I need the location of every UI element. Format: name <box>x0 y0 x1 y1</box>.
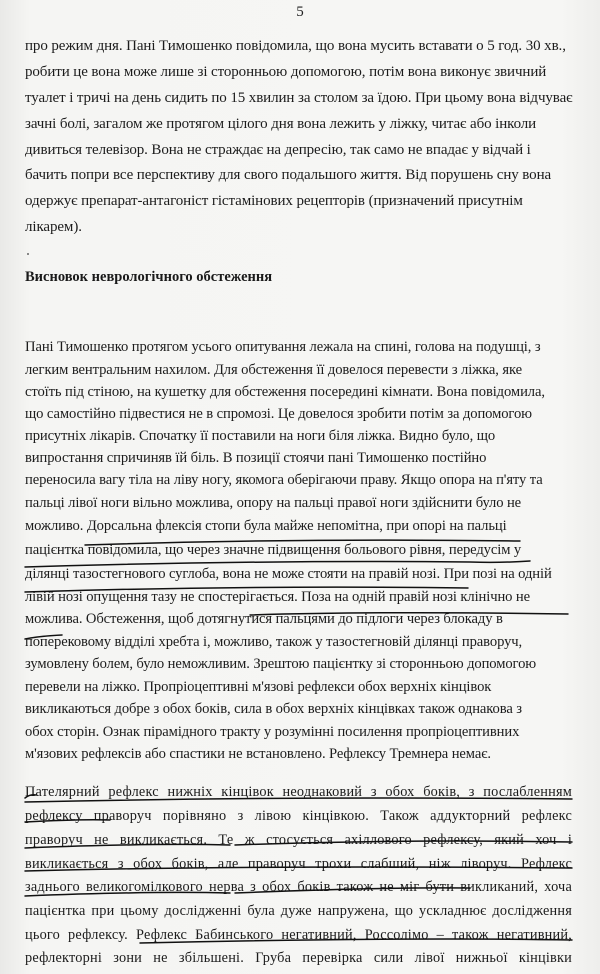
text-line: праворуч не викликається. Те ж стосується ахіллового рефлексу, який хоч і <box>25 832 572 848</box>
text-line: бачить попри все перспективу для свого подальшого життя. Від порушень сну вона <box>25 167 552 183</box>
text-line: викликаються добре з обох боків, сила в обох верхніх кінцівках також однакова з <box>25 701 522 717</box>
text-line: рефлекторні зони не збільшені. Груба перевірка сили лівої нижньої кінцівки <box>25 950 572 966</box>
text-line: зумовлену болем, було неможливим. Зрештою пацієнтку зі сторонньою допомогою <box>25 656 537 672</box>
text-line: обох сторін. Ознак пірамідного тракту у розумінні посилення пропріоцептивних <box>25 724 520 740</box>
text-line: Пателярний рефлекс нижніх кінцівок неоднаковий з обох боків, з послабленням <box>25 784 572 800</box>
text-line: поперековому відділі хребта і, можливо, також у тазостегновій ділянці праворуч, <box>25 634 523 650</box>
text-line: випростання спричиняв їй біль. В позиції стоячи пані Тимошенко постійно <box>25 450 487 466</box>
text-line: Пані Тимошенко протягом усього опитування лежала на спині, голова на подушці, з <box>25 339 541 355</box>
text-line: можлива. Обстеження, щоб дотягнутися пальцями до підлоги через блокаду в <box>25 611 503 627</box>
text-line: лівій нозі опущення тазу не спостерігається. Поза на одній правій нозі клінічно не <box>25 589 530 605</box>
text-line: дивиться телевізор. Вона не страждає на депресію, так само не впадає у відчай і <box>25 142 531 158</box>
text-line: зачні болі, загалом же протягом цілого дня вона лежить у ліжку, читає або інколи <box>25 116 537 132</box>
text-line: переносила вагу тіла на ліву ногу, якомога оберігаючи праву. Якщо опора на п'яту та <box>25 472 543 488</box>
text-line: лікарем). <box>25 219 82 235</box>
text-line: що самостійно підвестися не в спромозі. Це довелося зробити потім за допомогою <box>25 406 532 422</box>
text-line: викликається з обох боків, але праворуч трохи слабший, ніж ліворуч. Рефлекс <box>25 856 572 872</box>
text-line: пальці лівої ноги вільно можлива, опору на пальці правої ноги здійснити було не <box>25 495 522 511</box>
text-line: робити це вона може лише зі сторонньою допомогою, потім вона виконує звичний <box>25 64 547 80</box>
text-line: м'язових рефлексів або спастики не встановлено. Рефлексу Тремнера немає. <box>25 746 491 762</box>
text-line: туалет і тричі на день сидить по 15 хвилин за столом за їдою. При цьому вона відчуває <box>25 90 573 106</box>
text-line: ділянці тазостегнового суглоба, вона не може стояти на правій нозі. При позі на одній <box>25 566 552 582</box>
text-line: можливо. Дорсальна флексія стопи була майже непомітна, при опорі на пальці <box>25 518 507 534</box>
text-line: цього рефлексу. Рефлекс Бабинського негативний, Россолімо – також негативний, <box>25 927 572 943</box>
text-line: пацієнтка повідомила, що через значне підвищення больового рівня, передусім у <box>25 542 522 558</box>
text-line: про режим дня. Пані Тимошенко повідомила, що вона мусить вставати о 5 год. 30 хв., <box>25 38 566 54</box>
text-line: присутніх лікарів. Спочатку її поставили на ноги біля ліжка. Видно було, що <box>25 428 496 444</box>
page-number: 5 <box>296 4 304 20</box>
stray-mark <box>27 253 29 255</box>
text-line: одержує препарат-антагоніст гістамінових рецепторів (призначений присутнім <box>25 193 523 209</box>
section-heading: Висновок неврологічного обстеження <box>25 269 273 285</box>
text-line: стоїть під стіною, на кушетку для обстеження посередині кімнати. Вона повідомила, <box>25 384 545 400</box>
text-line: перевели на ліжко. Пропріоцептивні м'язові рефлекси обох верхніх кінцівок <box>25 679 492 695</box>
text-line: заднього великогомілкового нерва з обох боків також не міг бути викликаний, хоча <box>25 879 572 895</box>
text-line: легким вентральним нахилом. Для обстеження її довелося перевести з ліжка, яке <box>25 362 523 378</box>
text-line: пацієнтка при цьому дослідженні була дуже напружена, що ускладнює дослідження <box>25 903 572 919</box>
text-line: рефлексу праворуч порівняно з лівою кінцівкою. Також аддукторний рефлекс <box>25 808 572 824</box>
